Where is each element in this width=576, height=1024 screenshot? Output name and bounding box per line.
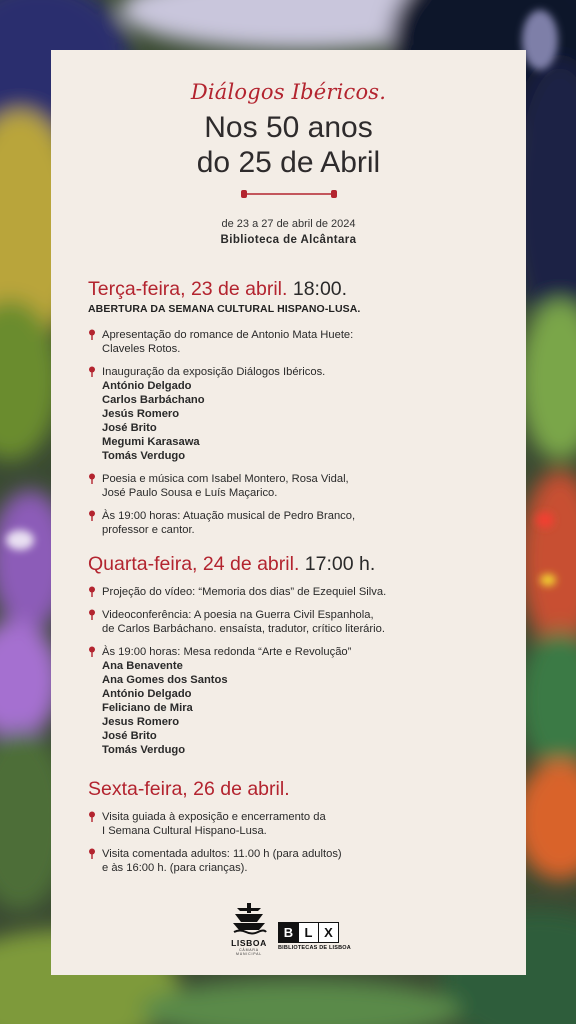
pin-icon <box>88 646 96 658</box>
blx-wordmark: BIBLIOTECAS DE LISBOA <box>278 945 351 951</box>
item-text-line: Às 19:00 horas: Mesa redonda “Arte e Revolução” <box>102 646 352 658</box>
blx-letter-l: L <box>299 922 319 943</box>
participant-name: António Delgado <box>102 688 192 700</box>
logos <box>51 900 526 960</box>
item-text-line: Visita comentada adultos: 11.00 h (para adultos) <box>102 848 342 860</box>
participant-name: Carlos Barbáchano <box>102 394 205 406</box>
ornament-divider <box>241 188 337 200</box>
blx-logo <box>278 922 351 951</box>
day-section <box>88 278 458 537</box>
participant-name: Ana Gomes dos Santos <box>102 674 228 686</box>
pin-icon <box>88 510 96 522</box>
schedule-item <box>88 328 458 356</box>
day-title-text: Terça-feira, 23 de abril. <box>88 278 288 300</box>
participant-name: José Brito <box>102 422 157 434</box>
participant-name: Tomás Verdugo <box>102 450 186 462</box>
item-text-line: Videoconferência: A poesia na Guerra Civil Espanhola, <box>102 609 374 621</box>
schedule-item <box>88 509 458 537</box>
participant-name: António Delgado <box>102 380 192 392</box>
pin-icon <box>88 473 96 485</box>
page-title <box>51 110 526 180</box>
pin-icon <box>88 329 96 341</box>
day-title <box>88 778 458 801</box>
participant-name: Tomás Verdugo <box>102 744 186 756</box>
schedule-item <box>88 585 458 599</box>
item-text-line: José Paulo Sousa e Luís Maçarico. <box>102 487 278 499</box>
participant-name: José Brito <box>102 730 157 742</box>
title-line-2: do 25 de Abril <box>196 146 381 179</box>
participant-name: Megumi Karasawa <box>102 436 200 448</box>
pin-icon <box>88 366 96 378</box>
item-text-line: Projeção do vídeo: “Memoria dos dias” de Ezequiel Silva. <box>102 586 387 598</box>
event-card <box>51 50 526 975</box>
item-text-line: e às 16:00 h. (para crianças). <box>102 862 248 874</box>
pin-icon <box>88 811 96 823</box>
title-line-1: Nos 50 anos <box>204 111 373 144</box>
item-text-line: Poesia e música com Isabel Montero, Rosa Vidal, <box>102 473 349 485</box>
script-title: Diálogos Ibéricos. <box>190 80 387 104</box>
item-text-line: Claveles Rotos. <box>102 343 181 355</box>
event-dates: de 23 a 27 de abril de 2024 <box>221 218 356 230</box>
schedule-item <box>88 608 458 636</box>
day-time: 17:00 h. <box>304 553 376 575</box>
day-title-text: Quarta-feira, 24 de abril. <box>88 553 300 575</box>
item-text-line: I Semana Cultural Hispano-Lusa. <box>102 825 267 837</box>
day-title-text: Sexta-feira, 26 de abril. <box>88 778 290 800</box>
day-title <box>88 278 458 301</box>
lisboa-subtitle: CÂMARA MUNICIPAL <box>236 948 262 956</box>
event-venue: Biblioteca de Alcântara <box>220 234 357 246</box>
day-title <box>88 553 458 576</box>
pin-icon <box>88 586 96 598</box>
item-text-line: Apresentação do romance de Antonio Mata Huete: <box>102 329 354 341</box>
item-text-line: Visita guiada à exposição e encerramento da <box>102 811 326 823</box>
schedule-item <box>88 847 458 875</box>
lisboa-logo <box>226 902 272 956</box>
day-section <box>88 553 458 757</box>
item-text-line: professor e cantor. <box>102 524 195 536</box>
schedule-item <box>88 810 458 838</box>
blx-letter-x: X <box>319 922 339 943</box>
pin-icon <box>88 609 96 621</box>
day-section <box>88 778 458 875</box>
schedule-item <box>88 472 458 500</box>
ship-icon <box>231 902 267 936</box>
day-subtitle: ABERTURA DA SEMANA CULTURAL HISPANO-LUSA. <box>88 303 361 315</box>
schedule-item <box>88 645 458 757</box>
participant-name: Jesús Romero <box>102 408 180 420</box>
blx-letter-b: B <box>278 922 299 943</box>
participant-name: Feliciano de Mira <box>102 702 193 714</box>
item-text-line: de Carlos Barbáchano. ensaísta, tradutor, crítico literário. <box>102 623 385 635</box>
schedule-item <box>88 365 458 463</box>
pin-icon <box>88 848 96 860</box>
item-text-line: Às 19:00 horas: Atuação musical de Pedro Branco, <box>102 510 356 522</box>
participant-name: Jesus Romero <box>102 716 180 728</box>
item-text-line: Inauguração da exposição Diálogos Ibéricos. <box>102 366 326 378</box>
lisboa-wordmark: LISBOA <box>231 938 267 948</box>
day-time: 18:00. <box>292 278 348 300</box>
participant-name: Ana Benavente <box>102 660 183 672</box>
